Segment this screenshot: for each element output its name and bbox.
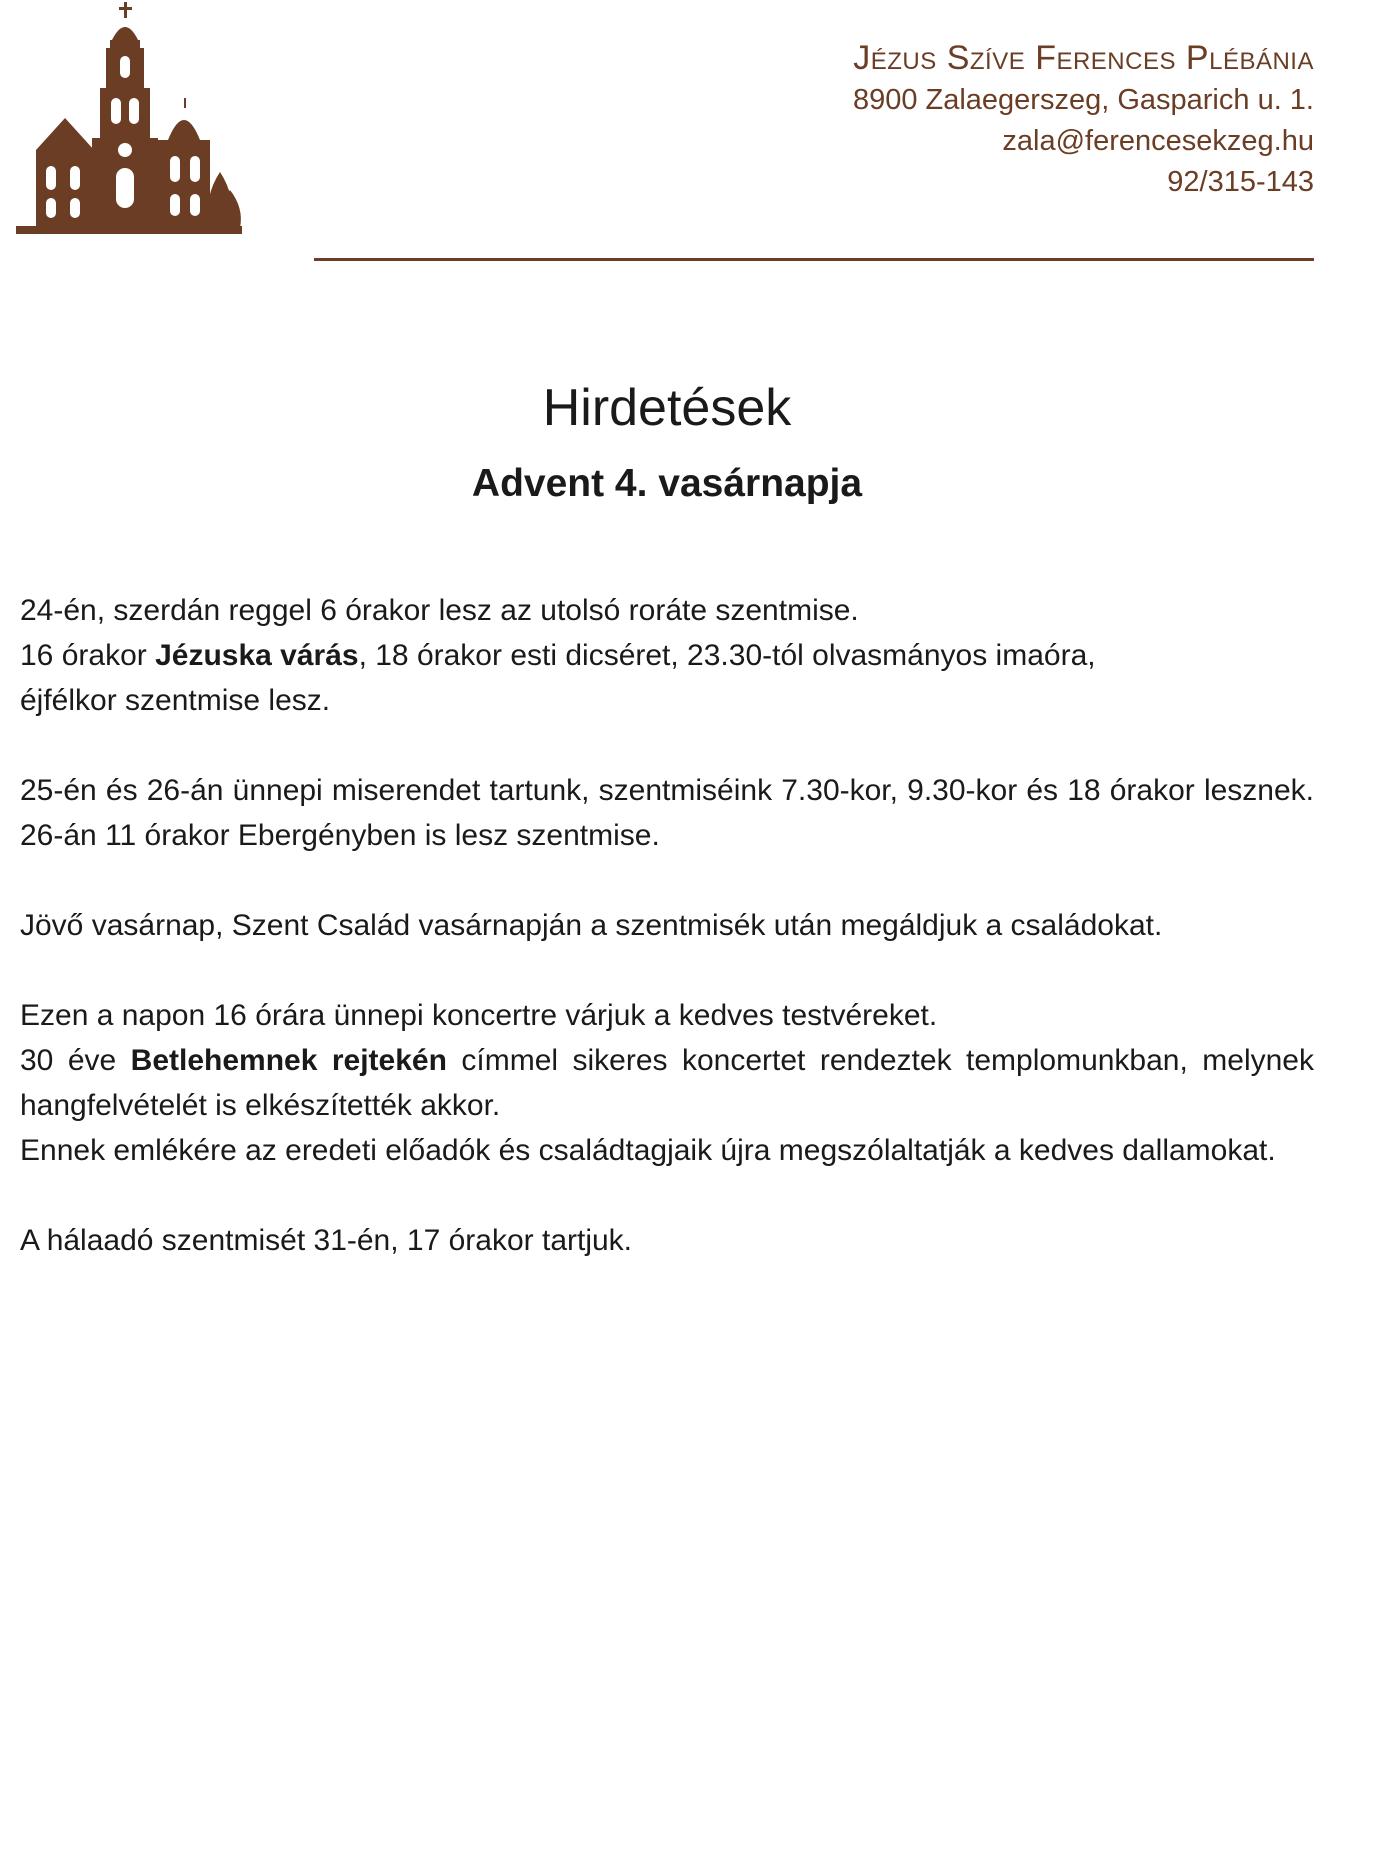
text-span: 16 órakor <box>20 639 156 672</box>
announcements <box>20 588 1314 1263</box>
phone: 92/315-143 <box>1167 166 1314 198</box>
announcement-4-line-2 <box>20 1038 1314 1128</box>
highlight-concert-title: Betlehemnek rejtekén <box>130 1044 447 1077</box>
announcement-1 <box>20 588 1314 723</box>
announcement-4-line-1: Ezen a napon 16 órára ünnepi koncertre várjuk a kedves testvéreket. <box>20 999 938 1032</box>
text-span: címmel sikeres koncertet rendeztek templomunkban, melynek hangfelvételét is elkészítették akkor. <box>20 1044 1314 1122</box>
header-divider <box>314 258 1314 261</box>
page-title: Hirdetések <box>542 379 792 437</box>
announcement-2: 25-én és 26-án ünnepi miserendet tartunk, szentmiséink 7.30-kor, 9.30-kor és 18 órakor lesznek. 26-án 11 órakor Ebergényben is lesz szentmise. <box>20 774 1314 852</box>
announcement-4 <box>20 993 1314 1173</box>
parish-name: Jézus Szíve Ferences Plébánia <box>853 39 1314 77</box>
announcement-4-line-3: Ennek emlékére az eredeti előadók és családtagjaik újra megszólaltatják a kedves dallamokat. <box>20 1134 1276 1167</box>
page-subtitle: Advent 4. vasárnapja <box>471 462 863 505</box>
address: 8900 Zalaegerszeg, Gasparich u. 1. <box>852 84 1314 116</box>
announcement-3: Jövő vasárnap, Szent Család vasárnapján a szentmisék után megáldjuk a családokat. <box>20 909 1163 942</box>
announcement-1-line-2 <box>20 633 1314 678</box>
announcement-1-line-3: éjfélkor szentmise lesz. <box>20 684 331 717</box>
text-span: , 18 órakor esti dicséret, 23.30-tól olvasmányos imaóra, <box>358 639 1096 672</box>
email: zala@ferencesekzeg.hu <box>1002 125 1314 157</box>
announcement-5: A hálaadó szentmisét 31-én, 17 órakor tartjuk. <box>20 1224 633 1257</box>
announcement-1-line-1: 24-én, szerdán reggel 6 órakor lesz az utolsó roráte szentmise. <box>20 594 859 627</box>
letterhead <box>853 36 1314 203</box>
highlight-jezuska-varas: Jézuska várás <box>155 639 359 672</box>
text-span: 30 éve <box>20 1044 131 1077</box>
church-icon <box>12 0 244 240</box>
